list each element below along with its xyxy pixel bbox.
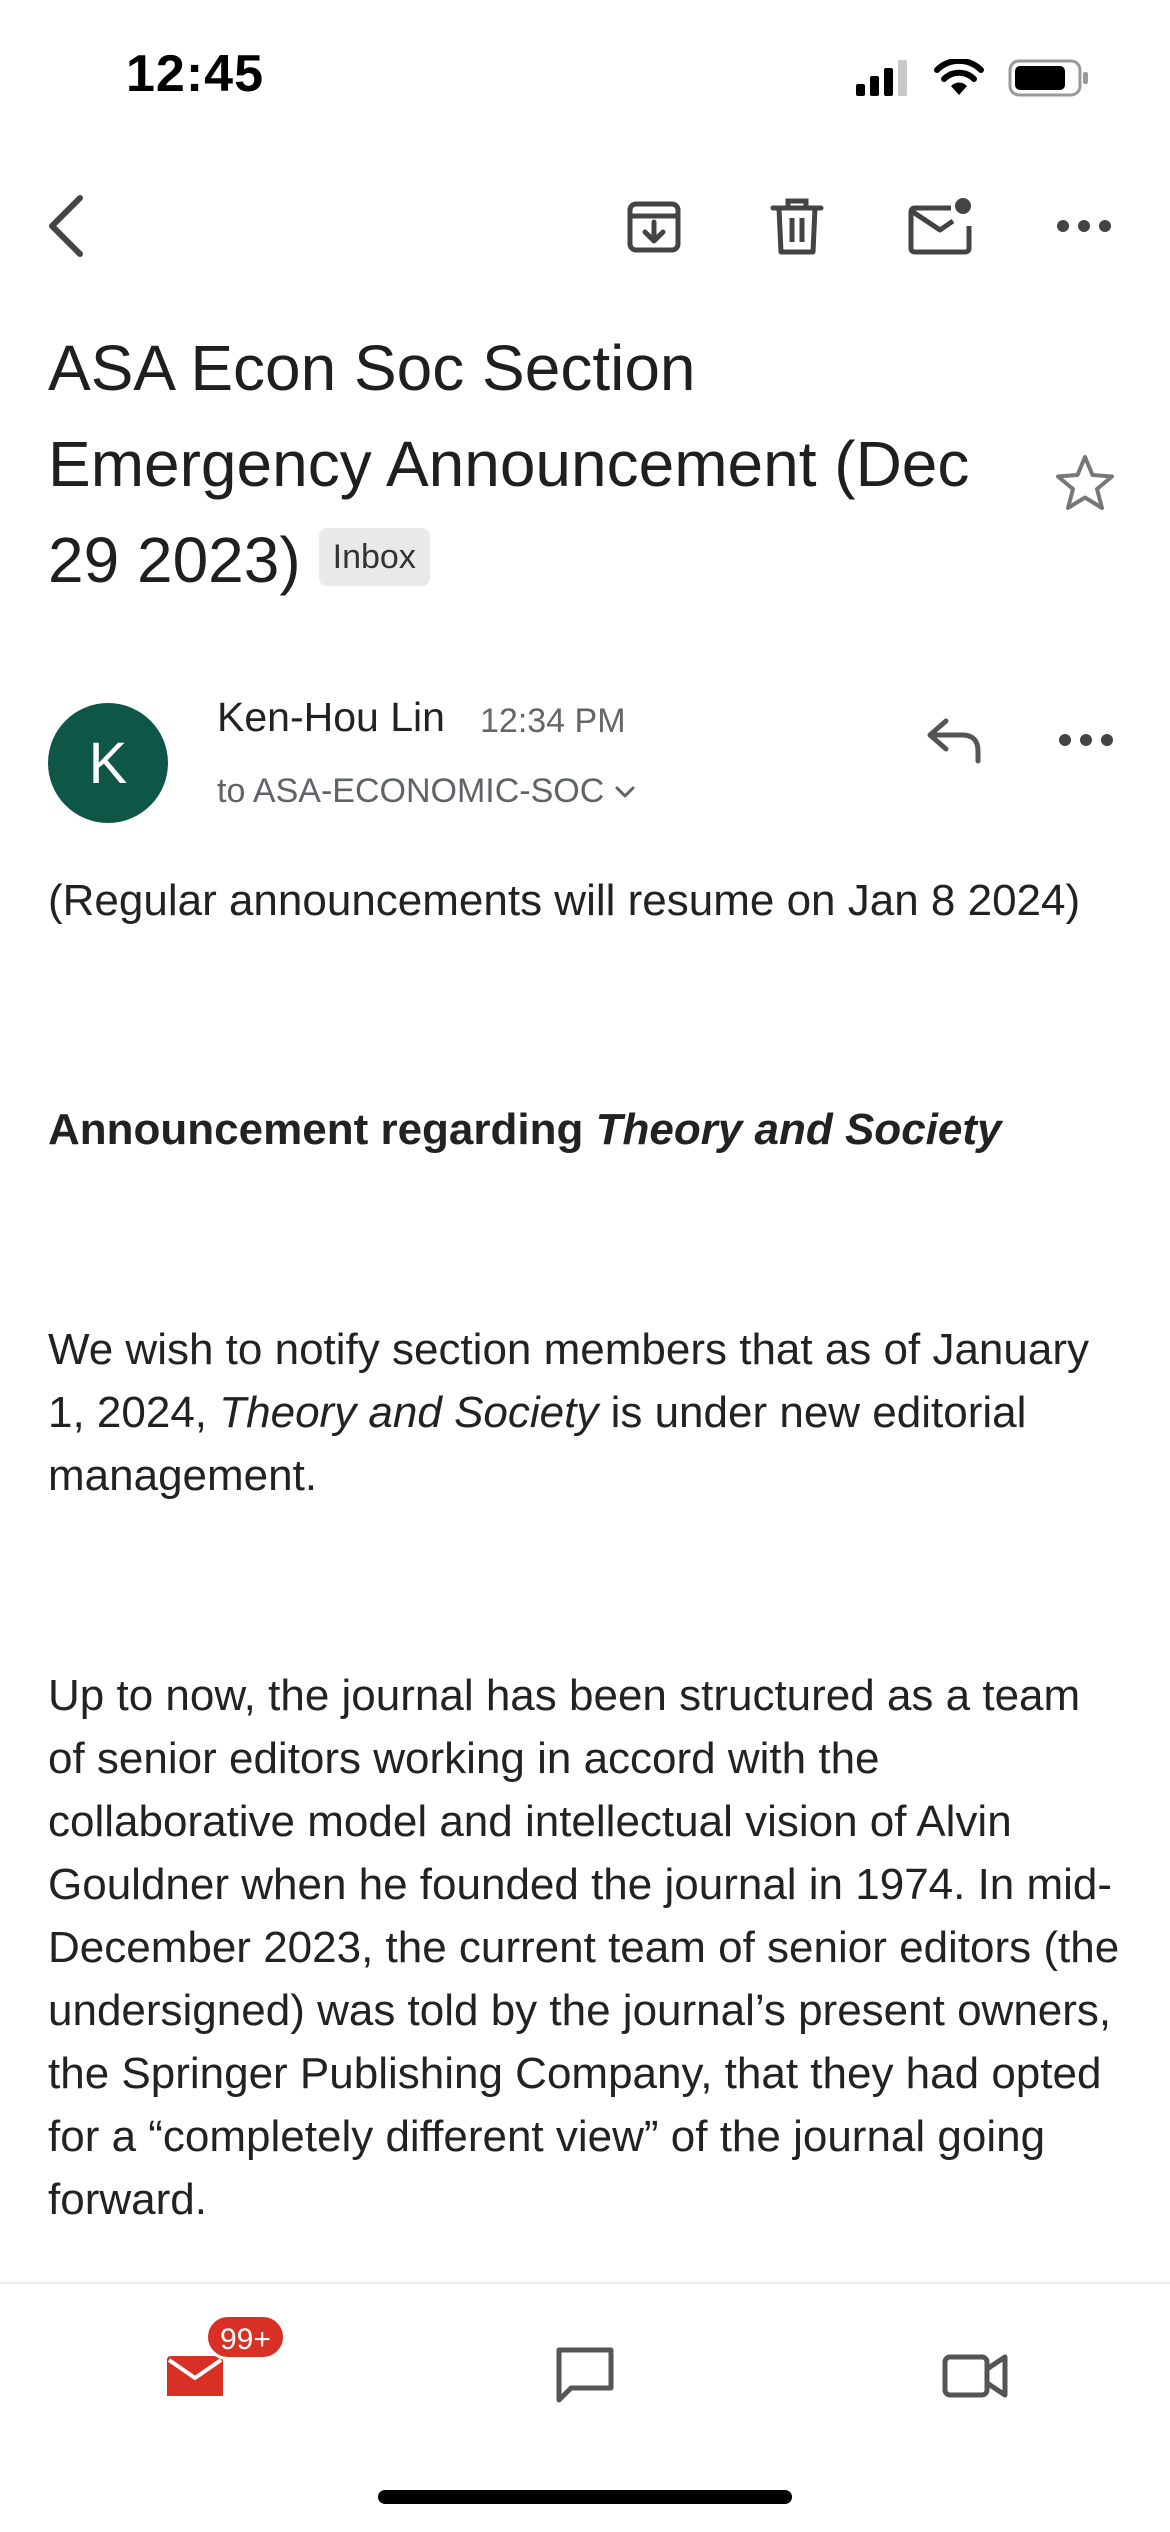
meet-video-icon	[941, 2351, 1009, 2401]
email-subject	[48, 320, 1028, 608]
mail-icon	[163, 2352, 227, 2400]
sent-time: 12:34 PM	[480, 702, 626, 740]
reply-button[interactable]	[918, 704, 990, 776]
status-time: 12:45	[126, 45, 264, 103]
back-arrow-icon	[44, 194, 88, 258]
back-button[interactable]	[30, 190, 102, 262]
more-horizontal-icon	[1058, 733, 1114, 747]
battery-icon	[1008, 59, 1090, 97]
wifi-icon	[934, 59, 984, 97]
archive-button[interactable]	[618, 190, 690, 262]
inbox-label-badge[interactable]: Inbox	[319, 528, 430, 586]
status-icons	[856, 56, 1090, 100]
home-indicator[interactable]	[378, 2490, 792, 2504]
subject-text: ASA Econ Soc Section Emergency Announcement (Dec 29 2023)	[48, 332, 970, 596]
sender-avatar[interactable]: K	[48, 703, 168, 823]
recipient-text: to ASA-ECONOMIC-SOC	[217, 772, 605, 810]
more-horizontal-icon	[1056, 219, 1112, 233]
heading-journal-title: Theory and Society	[595, 1105, 1002, 1154]
status-bar	[0, 0, 1170, 150]
toolbar-more-button[interactable]	[1048, 190, 1120, 262]
nav-meet-tab[interactable]	[925, 2326, 1025, 2426]
nav-chat-tab[interactable]	[535, 2326, 635, 2426]
mark-unread-icon	[907, 196, 973, 256]
p2-after: is under new editorial management.	[48, 1388, 1027, 1500]
mark-unread-button[interactable]	[904, 190, 976, 262]
recipient-details-toggle[interactable]	[217, 772, 636, 811]
reply-icon	[924, 715, 984, 765]
p2-before: We wish to notify section members that as of January 1, 2024,	[48, 1325, 1089, 1437]
star-button[interactable]	[1050, 448, 1120, 518]
email-toolbar	[0, 180, 1170, 270]
message-more-button[interactable]	[1050, 704, 1122, 776]
star-icon	[1054, 453, 1116, 513]
cellular-signal-icon	[856, 60, 910, 96]
body-paragraph-2	[48, 1318, 1128, 1507]
trash-icon	[769, 196, 825, 256]
chat-icon	[553, 2344, 617, 2408]
chevron-down-icon	[614, 785, 636, 799]
body-heading	[48, 1098, 1128, 1161]
body-paragraph-3: Up to now, the journal has been structured as a team of senior editors working in accord with the collaborative model and intellectual vision of Alvin Gouldner when he founded the journal in 1974. In mid-December 2023, the current team of senior editors (the undersigned) was told by the journal’s present owners, the Springer Publishing Company, that they had opted for a “completely different view” of the journal going forward.	[48, 1671, 1120, 2224]
archive-icon	[624, 196, 684, 256]
mail-unread-badge: 99+	[205, 2314, 286, 2360]
sender-name[interactable]: Ken-Hou Lin	[217, 694, 445, 740]
body-paragraph-1: (Regular announcements will resume on Jan 8 2024)	[48, 876, 1081, 925]
p2-journal-title: Theory and Society	[219, 1388, 599, 1437]
delete-button[interactable]	[761, 190, 833, 262]
heading-prefix: Announcement regarding	[48, 1105, 596, 1154]
